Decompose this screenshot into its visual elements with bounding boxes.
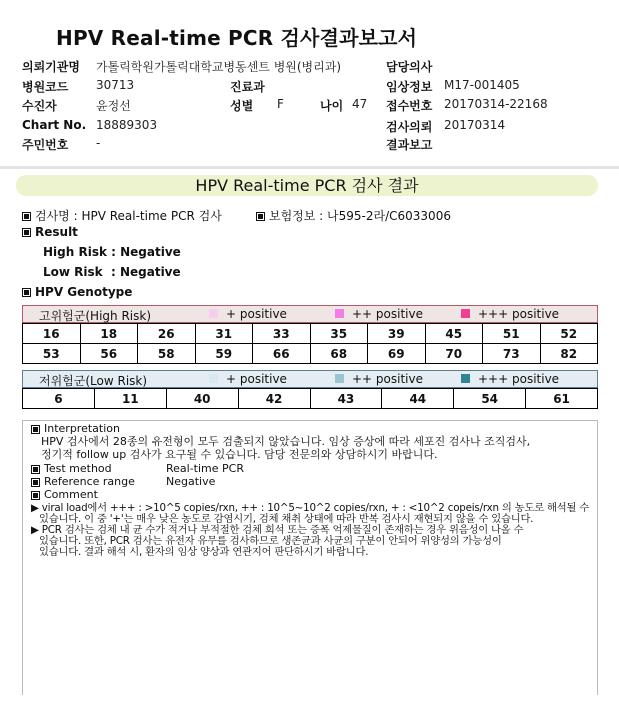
comment-2-line-1: ▶ PCR 검사는 검체 내 균 수가 적거나 부적절한 검체 희석 또는 증폭 억제물질이 존재하는 경우 위음성이 나올 수 [31,524,524,536]
hospital-code-label: 병원코드 [22,80,69,94]
low-risk-genotype-cell: 42 [238,389,310,409]
chart-no-label: Chart No. [22,118,87,132]
request-date-value: 20170314 [444,118,506,132]
comment-heading [31,489,98,501]
hospital-code-value: 30713 [96,78,135,92]
legend-plus-plus-plus: +++ positive [478,307,560,321]
institution-value: 가톨릭학원가톨릭대학교병동센트 병원(병리과) [96,60,342,74]
reference-range-label: Reference range [44,475,135,488]
test-method-label: Test method [44,462,112,475]
bullet-square-icon [22,288,31,297]
insurance-info: 보험정보 : 나595-2라/C6033006 [269,209,451,223]
resident-no-label: 주민번호 [22,138,69,152]
low-risk-genotype-cell: 40 [166,389,238,409]
legend-plus: + positive [226,307,287,321]
high-risk-genotype-cell: 56 [80,344,138,364]
test-method-value: Real-time PCR [166,462,244,475]
request-date-label: 검사의뢰 [386,120,433,134]
high-risk-genotype-cell: 69 [368,344,426,364]
bullet-square-icon [22,228,31,237]
high-risk-genotype-cell: 53 [23,344,81,364]
result-heading [22,225,78,239]
interpretation-line-1: HPV 검사에서 28종의 유전형이 모두 검출되지 않았습니다. 임상 증상에 따라 세포진 검사나 조직검사, [41,435,531,448]
section-title-ko: 검사 결과 [351,176,419,195]
reference-range-row [31,476,135,488]
comment-1-line-1: ▶ viral load에서 +++ : >10^5 copies/rxn, ++ : 10^5~10^2 copies/rxn, + : <10^2 copeis/rxn 의 농도로 해석될 수 [31,502,590,514]
section-title-en: HPV Real-time PCR [195,176,347,195]
high-risk-row [23,324,598,344]
legend-plus-plus: ++ positive [352,307,423,321]
report-date-label: 결과보고 [386,138,433,152]
header-divider [0,166,619,169]
test-name: 검사명 : HPV Real-time PCR 검사 [35,209,222,223]
high-risk-header-label: 고위험군(High Risk) [39,309,151,323]
high-risk-genotype-cell: 68 [310,344,368,364]
institution-label: 의뢰기관명 [22,60,80,74]
plus-swatch-icon [209,374,218,383]
result-label: Result [35,225,78,239]
high-risk-genotype-cell: 18 [80,324,138,344]
interpretation-box [22,420,598,695]
plus-plus-plus-swatch-icon [461,309,470,318]
test-name-line [22,207,222,224]
high-risk-genotype-cell: 66 [253,344,311,364]
interpretation-heading [31,423,120,435]
high-risk-genotype-cell: 35 [310,324,368,344]
low-risk-genotype-cell: 61 [526,389,598,409]
bullet-square-icon [256,212,265,221]
high-risk-genotype-cell: 33 [253,324,311,344]
high-risk-genotype-cell: 39 [368,324,426,344]
high-risk-result: High Risk : Negative [43,245,181,259]
low-risk-header [22,370,598,388]
high-risk-genotype-cell: 51 [483,324,541,344]
comment-2-line-2: 있습니다. 또한, PCR 검사는 유전자 유무를 검사하므로 생존균과 사균의 구분이 안되어 위양성의 가능성이 [39,535,502,547]
section-title [16,175,598,196]
low-risk-genotype-cell: 11 [94,389,166,409]
age-value: 47 [352,97,368,111]
receipt-no-value: 20170314-22168 [444,97,548,111]
patient-label: 수진자 [22,99,57,113]
high-risk-genotype-cell: 70 [425,344,483,364]
reference-range-value: Negative [166,475,216,488]
plus-plus-plus-swatch-icon [461,374,470,383]
plus-swatch-icon [209,309,218,318]
interpretation-label: Interpretation [44,422,120,435]
low-risk-genotype-cell: 44 [382,389,454,409]
high-risk-genotype-cell: 31 [195,324,253,344]
sex-label: 성별 [230,99,254,113]
bullet-square-icon [22,212,31,221]
low-risk-genotype-cell: 6 [23,389,95,409]
comment-label: Comment [44,488,98,501]
high-risk-genotype-cell: 59 [195,344,253,364]
plus-plus-swatch-icon [335,374,344,383]
receipt-no-label: 접수번호 [386,99,433,113]
low-risk-table [22,388,598,409]
report-title: HPV Real-time PCR 검사결과보고서 [56,26,418,50]
high-risk-genotype-cell: 52 [540,324,598,344]
high-risk-table [22,323,598,364]
high-risk-genotype-cell: 73 [483,344,541,364]
low-risk-result: Low Risk : Negative [43,265,181,279]
bullet-square-icon [31,425,40,434]
genotype-label: HPV Genotype [35,285,133,299]
comment-1-line-2: 있습니다. 이 중 '+'는 매우 낮은 농도로 감염시기, 검체 채취 상태에 따라 반복 검사시 재현되지 않을 수 있습니다. [39,513,534,525]
doctor-label: 담당의사 [386,60,433,74]
interpretation-line-2: 정기적 follow up 검사가 요구될 수 있습니다. 담당 전문의와 상담하시기 바랍니다. [41,448,438,461]
insurance-line [256,207,451,224]
genotype-heading [22,285,132,299]
high-risk-header [22,305,598,323]
dept-label: 진료과 [230,80,265,94]
high-risk-genotype-cell: 26 [138,324,196,344]
low-risk-genotype-cell: 43 [310,389,382,409]
high-risk-genotype-cell: 58 [138,344,196,364]
low-risk-header-label: 저위험군(Low Risk) [39,374,148,388]
high-risk-genotype-cell: 82 [540,344,598,364]
bullet-square-icon [31,465,40,474]
clinical-info-label: 임상정보 [386,80,433,94]
bullet-square-icon [31,478,40,487]
low-risk-row [23,389,598,409]
comment-2-line-3: 있습니다. 결과 해석 시, 환자의 임상 양상과 연관지어 판단하시기 바랍니다. [39,546,369,558]
resident-no-value: - [96,136,101,150]
high-risk-row [23,344,598,364]
bullet-square-icon [31,491,40,500]
chart-no-value: 18889303 [96,118,158,132]
age-label: 나이 [320,99,344,113]
high-risk-genotype-cell: 45 [425,324,483,344]
sex-value: F [277,97,284,111]
legend-plus: + positive [226,372,287,386]
low-risk-genotype-cell: 54 [454,389,526,409]
legend-plus-plus-plus: +++ positive [478,372,560,386]
test-method-row [31,463,112,475]
plus-plus-swatch-icon [335,309,344,318]
high-risk-genotype-cell: 16 [23,324,81,344]
patient-value: 윤정선 [96,99,131,113]
legend-plus-plus: ++ positive [352,372,423,386]
clinical-info-value: M17-001405 [444,78,520,92]
